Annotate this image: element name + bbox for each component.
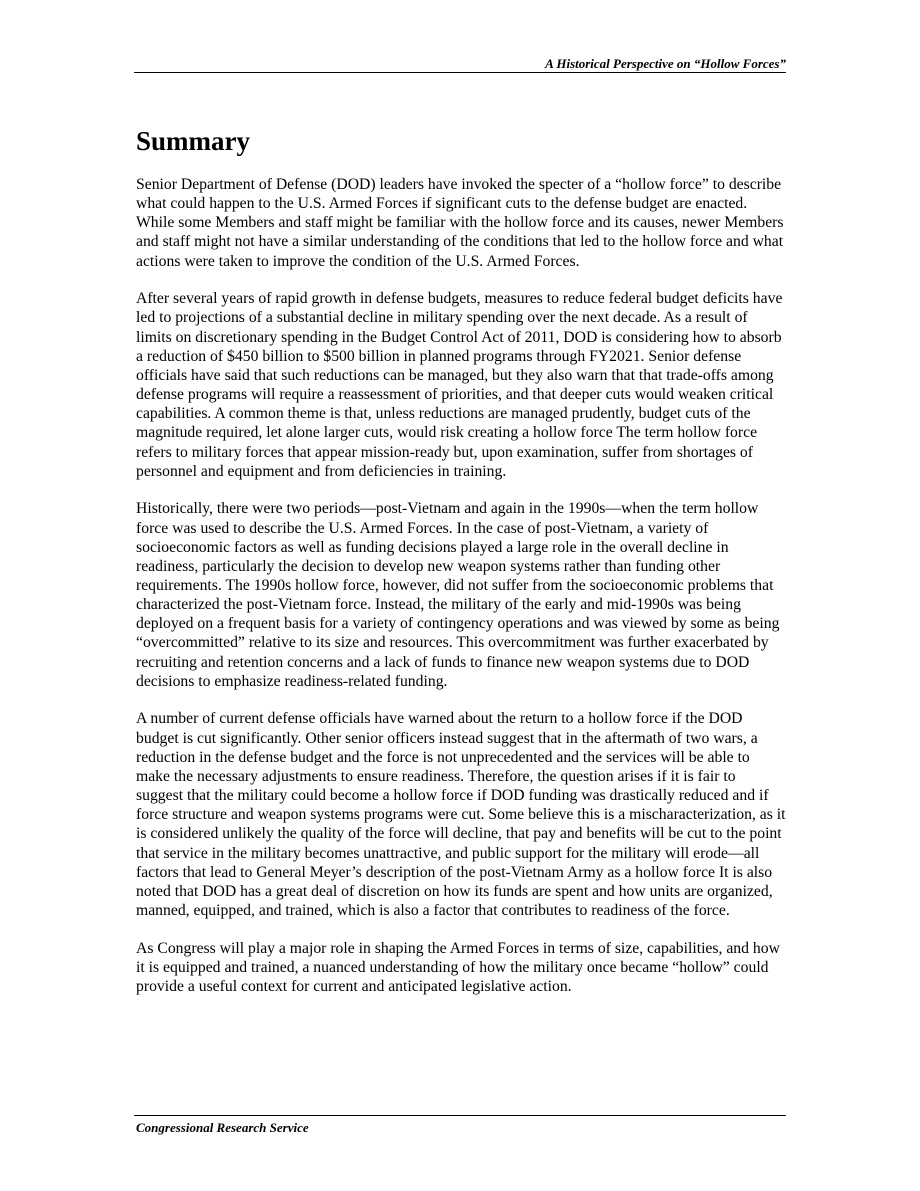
- paragraph: As Congress will play a major role in shaping the Armed Forces in terms of size, capabilities, and how it is equipped and trained, a nuanced understanding of how the military once became “hollow” could provide a useful context for current and anticipated legislative action.: [136, 939, 780, 995]
- footer-rule: [134, 1115, 786, 1116]
- paragraph: After several years of rapid growth in defense budgets, measures to reduce federal budget deficits have led to projections of a substantial decline in military spending over the next decade. As a result of limits on discretionary spending in the Budget Control Act of 2011, DOD is considering how to absorb a reduction of $450 billion to $500 billion in planned programs through FY2021. Senior defense officials have said that such reductions can be managed, but they also warn that that trade-offs among defense programs will require a reassessment of priorities, and that deeper cuts would weaken critical capabilities. A common theme is that, unless reductions are managed prudently, budget cuts of the magnitude required, let alone larger cuts, would risk creating a hollow force The term hollow force refers to military forces that appear mission-ready but, upon examination, suffer from shortages of personnel and equipment and from deficiencies in training.: [136, 290, 783, 480]
- paragraph: Historically, there were two periods—post-Vietnam and again in the 1990s—when the term hollow force was used to describe the U.S. Armed Forces. In the case of post-Vietnam, a variety of socioeconomic factors as well as funding decisions played a large role in the overall decline in readiness, particularly the decision to develop new weapon systems rather than funding other requirements. The 1990s hollow force, however, did not suffer from the socioeconomic problems that characterized the post-Vietnam force. Instead, the military of the early and mid-1990s was being deployed on a frequent basis for a variety of contingency operations and was viewed by some as being “overcommitted” relative to its size and resources. This overcommitment was further exacerbated by recruiting and retention concerns and a lack of funds to finance new weapon systems due to DOD decisions to emphasize readiness-related funding.: [136, 500, 780, 690]
- summary-body: [136, 175, 786, 1015]
- paragraph: A number of current defense officials have warned about the return to a hollow force if the DOD budget is cut significantly. Other senior officers instead suggest that in the aftermath of two wars, a reduction in the defense budget and the force is not unprecedented and the services will be able to make the necessary adjustments to ensure readiness. Therefore, the question arises if it is fair to suggest that the military could become a hollow force if DOD funding was drastically reduced and if force structure and weapon systems programs were cut. Some believe this is a mischaracterization, as it is considered unlikely the quality of the force will decline, that pay and benefits will be cut to the point that service in the military becomes unattractive, and public support for the military will erode—all factors that lead to General Meyer’s description of the post-Vietnam Army as a hollow force It is also noted that DOD has a great deal of discretion on how its funds are spent and how units are organized, manned, equipped, and trained, which is also a factor that contributes to readiness of the force.: [136, 710, 786, 919]
- footer-organization: Congressional Research Service: [136, 1120, 309, 1135]
- paragraph: Senior Department of Defense (DOD) leaders have invoked the specter of a “hollow force” to describe what could happen to the U.S. Armed Forces if significant cuts to the defense budget are enacted. While some Members and staff might be familiar with the hollow force and its causes, newer Members and staff might not have a similar understanding of the conditions that led to the hollow force and what actions were taken to improve the condition of the U.S. Armed Forces.: [136, 176, 784, 270]
- running-header: A Historical Perspective on “Hollow Forces”: [545, 56, 786, 71]
- section-title: Summary: [136, 126, 250, 156]
- header-rule: [134, 72, 786, 73]
